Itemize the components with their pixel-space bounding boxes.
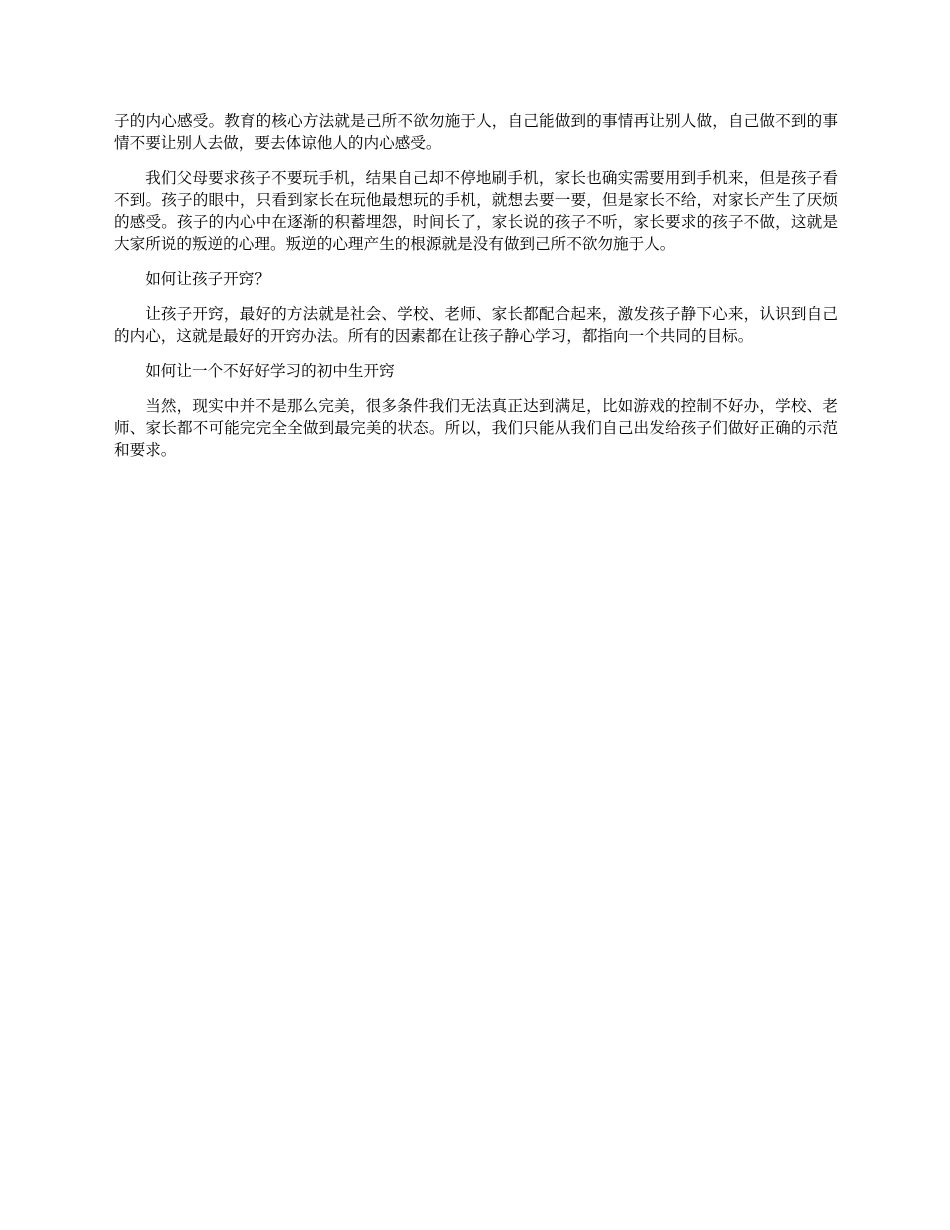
paragraph-best-method: 让孩子开窍，最好的方法就是社会、学校、老师、家长都配合起来，激发孩子静下心来，认识到自己的内心，这就是最好的开窍办法。所有的因素都在让孩子静心学习，都指向一个共同的目标。 xyxy=(114,305,838,345)
paragraph-phone-example: 我们父母要求孩子不要玩手机，结果自己却不停地刷手机，家长也确实需要用到手机来，但是孩子看不到。孩子的眼中，只看到家长在玩他最想玩的手机，就想去要一要，但是家长不给，对家长产生了厌烦的感受。孩子的内心中在逐渐的积蓄埋怨，时间长了，家长说的孩子不听，家长要求的孩子不做，这就是大家所说的叛逆的心理。叛逆的心理产生的根源就是没有做到己所不欲勿施于人。 xyxy=(114,169,838,253)
document-body xyxy=(114,110,838,474)
section-heading-middle-school: 如何让一个不好好学习的初中生开窍 xyxy=(145,362,395,380)
section-heading-how-to-enlighten: 如何让孩子开窍？ xyxy=(145,270,270,288)
paragraph-continuation: 子的内心感受。教育的核心方法就是己所不欲勿施于人，自己能做到的事情再让别人做，自己做不到的事情不要让别人去做，要去体谅他人的内心感受。 xyxy=(114,112,838,152)
paragraph-reality: 当然，现实中并不是那么完美，很多条件我们无法真正达到满足，比如游戏的控制不好办，学校、老师、家长都不可能完完全全做到最完美的状态。所以，我们只能从我们自己出发给孩子们做好正确的示范和要求。 xyxy=(114,397,838,459)
